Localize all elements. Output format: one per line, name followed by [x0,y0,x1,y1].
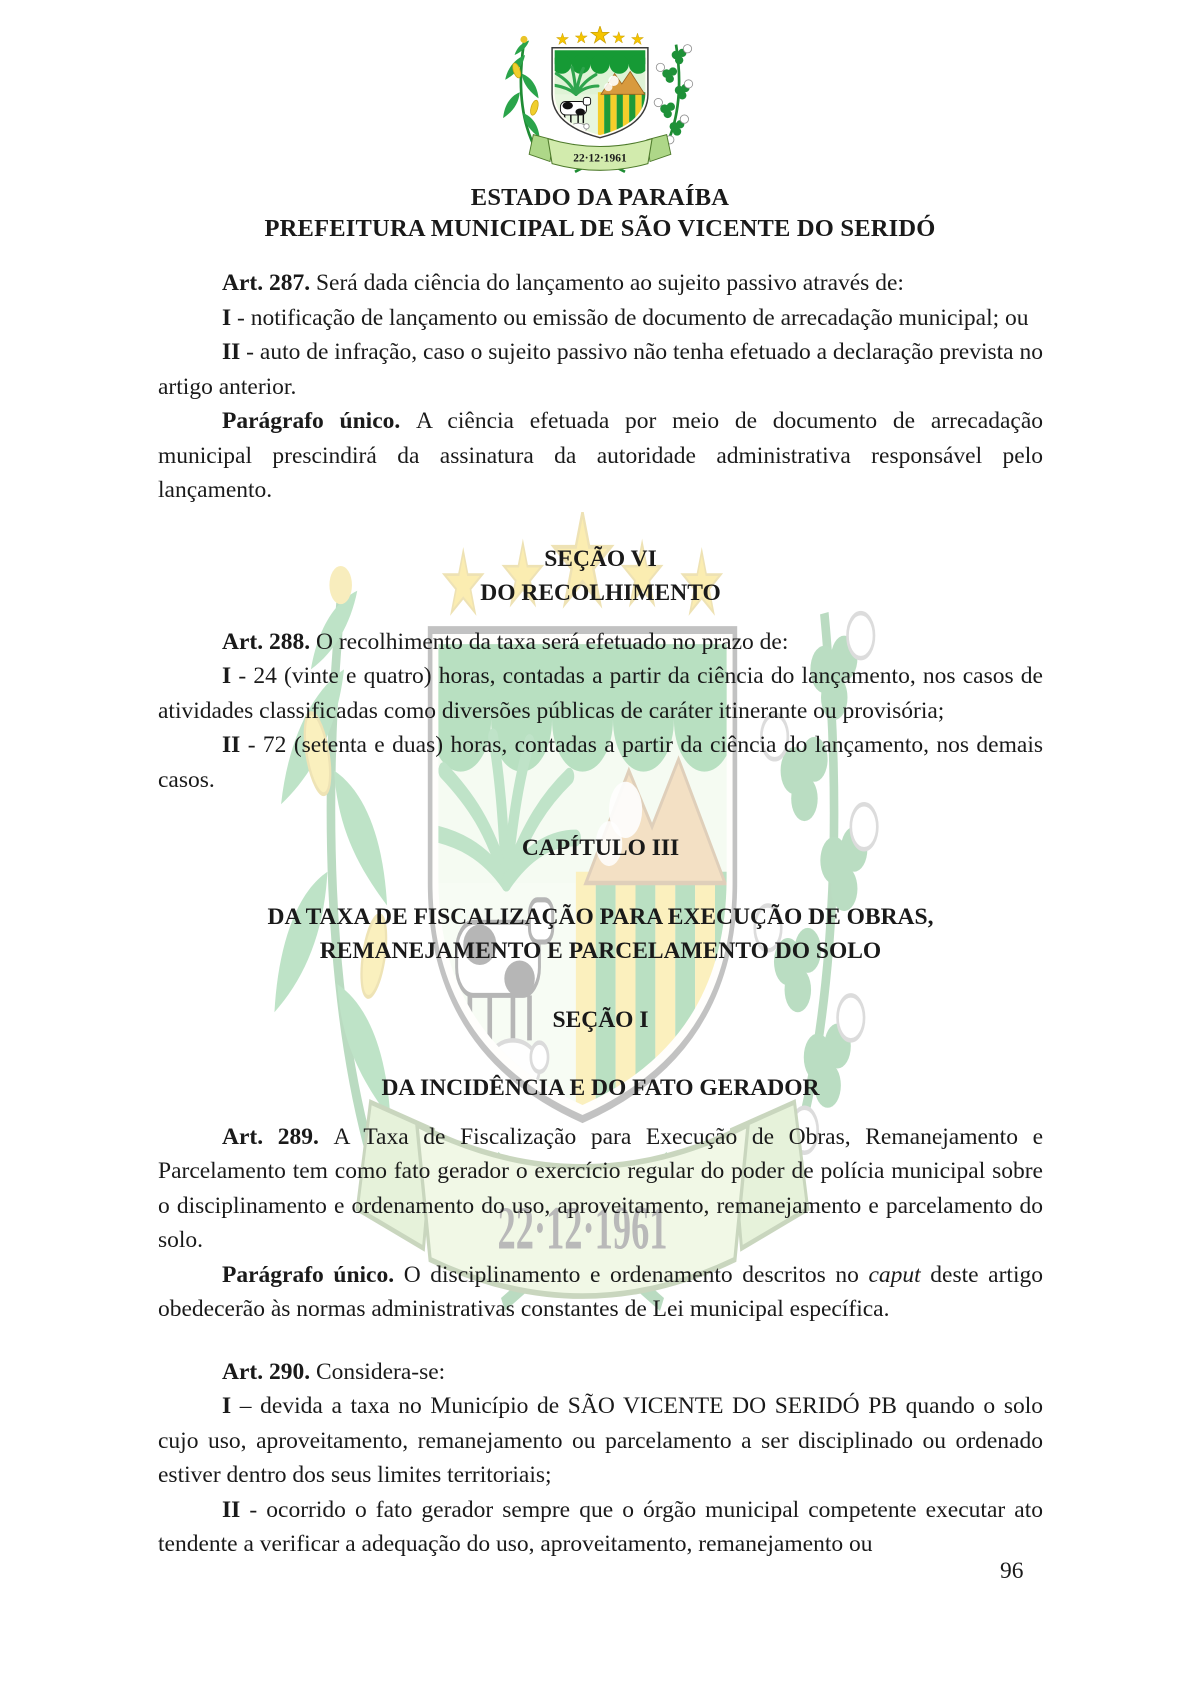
heading-line: SEÇÃO VI [544,545,657,572]
text-run: Considera-se: [315,1358,446,1385]
text-run: II [222,732,241,758]
letterhead-state-line: ESTADO DA PARAÍBA [470,184,730,211]
paragraph [158,728,1043,797]
letterhead-municipality-line: PREFEITURA MUNICIPAL DE SÃO VICENTE DO SERIDÓ [264,215,936,242]
text-run: Art. 290. [222,1358,316,1385]
heading-line: DA INCIDÊNCIA E DO FATO GERADOR [381,1075,820,1101]
page-content [0,26,1200,1562]
paragraph [158,1493,1043,1562]
coat-of-arms-icon [475,26,725,176]
document-body [158,266,1043,1562]
text-run: I [222,663,232,689]
text-run: - notificação de lançamento ou emissão de documento de arrecadação municipal; ou [231,304,1029,331]
text-run: A Taxa de Fiscalização para Execução de Obras, Remanejamento e Parcelamento tem como fato gerador o exercício regular do poder de polícia municipal sobre o disciplinamento e ordenamento do uso, aproveitamento, remanejamento e parcelamento do solo. [158,1123,1043,1253]
text-run: - auto de infração, caso o sujeito passivo não tenha efetuado a declaração prevista no artigo anterior. [158,339,1043,400]
text-run: O disciplinamento e ordenamento descritos no [403,1261,869,1288]
text-run: O recolhimento da taxa será efetuado no prazo de: [315,628,789,655]
text-run: Parágrafo único. [222,408,417,434]
paragraph [158,1389,1043,1493]
text-run: Parágrafo único. [222,1261,404,1288]
paragraph [158,1355,1043,1390]
paragraph [158,1120,1043,1258]
section-heading [158,900,1043,969]
text-run: I [222,1393,232,1419]
heading-line: CAPÍTULO III [521,835,680,861]
text-run: Art. 288. [222,628,316,655]
paragraph [158,625,1043,660]
text-run: A ciência efetuada por meio de documento de arrecadação municipal prescindirá da assinatura da autoridade administrativa responsável pelo lançamento. [158,408,1044,503]
heading-line: REMANEJAMENTO E PARCELAMENTO DO SOLO [319,938,882,964]
text-run: II [222,1496,241,1523]
text-run: - 72 (setenta e duas) horas, contadas a partir da ciência do lançamento, nos demais casos. [158,732,1043,793]
text-run: caput [868,1261,921,1288]
paragraph [158,659,1043,728]
text-run: – devida a taxa no Município de SÃO VICENTE DO SERIDÓ PB quando o solo cujo uso, aproveitamento, remanejamento ou parcelamento a ser disciplinado ou ordenado estiver dentro dos seus limites territoriais; [158,1393,1043,1488]
heading-line: DA TAXA DE FISCALIZAÇÃO PARA EXECUÇÃO DE OBRAS, [267,903,934,930]
text-run: Será dada ciência do lançamento ao sujeito passivo através de: [315,270,904,296]
paragraph [158,335,1043,404]
paragraph [158,301,1043,336]
text-run: deste artigo obedecerão às normas administrativas constantes de Lei municipal específica. [158,1261,1043,1322]
paragraph [158,1258,1043,1327]
text-run: II [222,339,241,365]
heading-line: DO RECOLHIMENTO [480,580,721,606]
page-number: 96 [1000,1558,1024,1584]
text-run: - ocorrido o fato gerador sempre que o órgão municipal competente executar ato tendente a verificar a adequação do uso, aproveitamento, remanejamento ou [158,1496,1043,1557]
text-run: I [222,304,232,331]
paragraph [158,266,1043,301]
letterhead [0,182,1200,244]
section-heading [158,1071,1043,1106]
text-run: Art. 289. [222,1123,334,1150]
paragraph [158,404,1043,508]
heading-line: SEÇÃO I [552,1006,649,1033]
section-heading [158,831,1043,866]
section-heading [158,1003,1043,1038]
text-run: Art. 287. [222,270,316,296]
text-run: - 24 (vinte e quatro) horas, contadas a partir da ciência do lançamento, nos casos de atividades classificadas como diversões públicas de caráter itinerante ou provisória; [158,663,1043,724]
section-heading [158,542,1043,611]
